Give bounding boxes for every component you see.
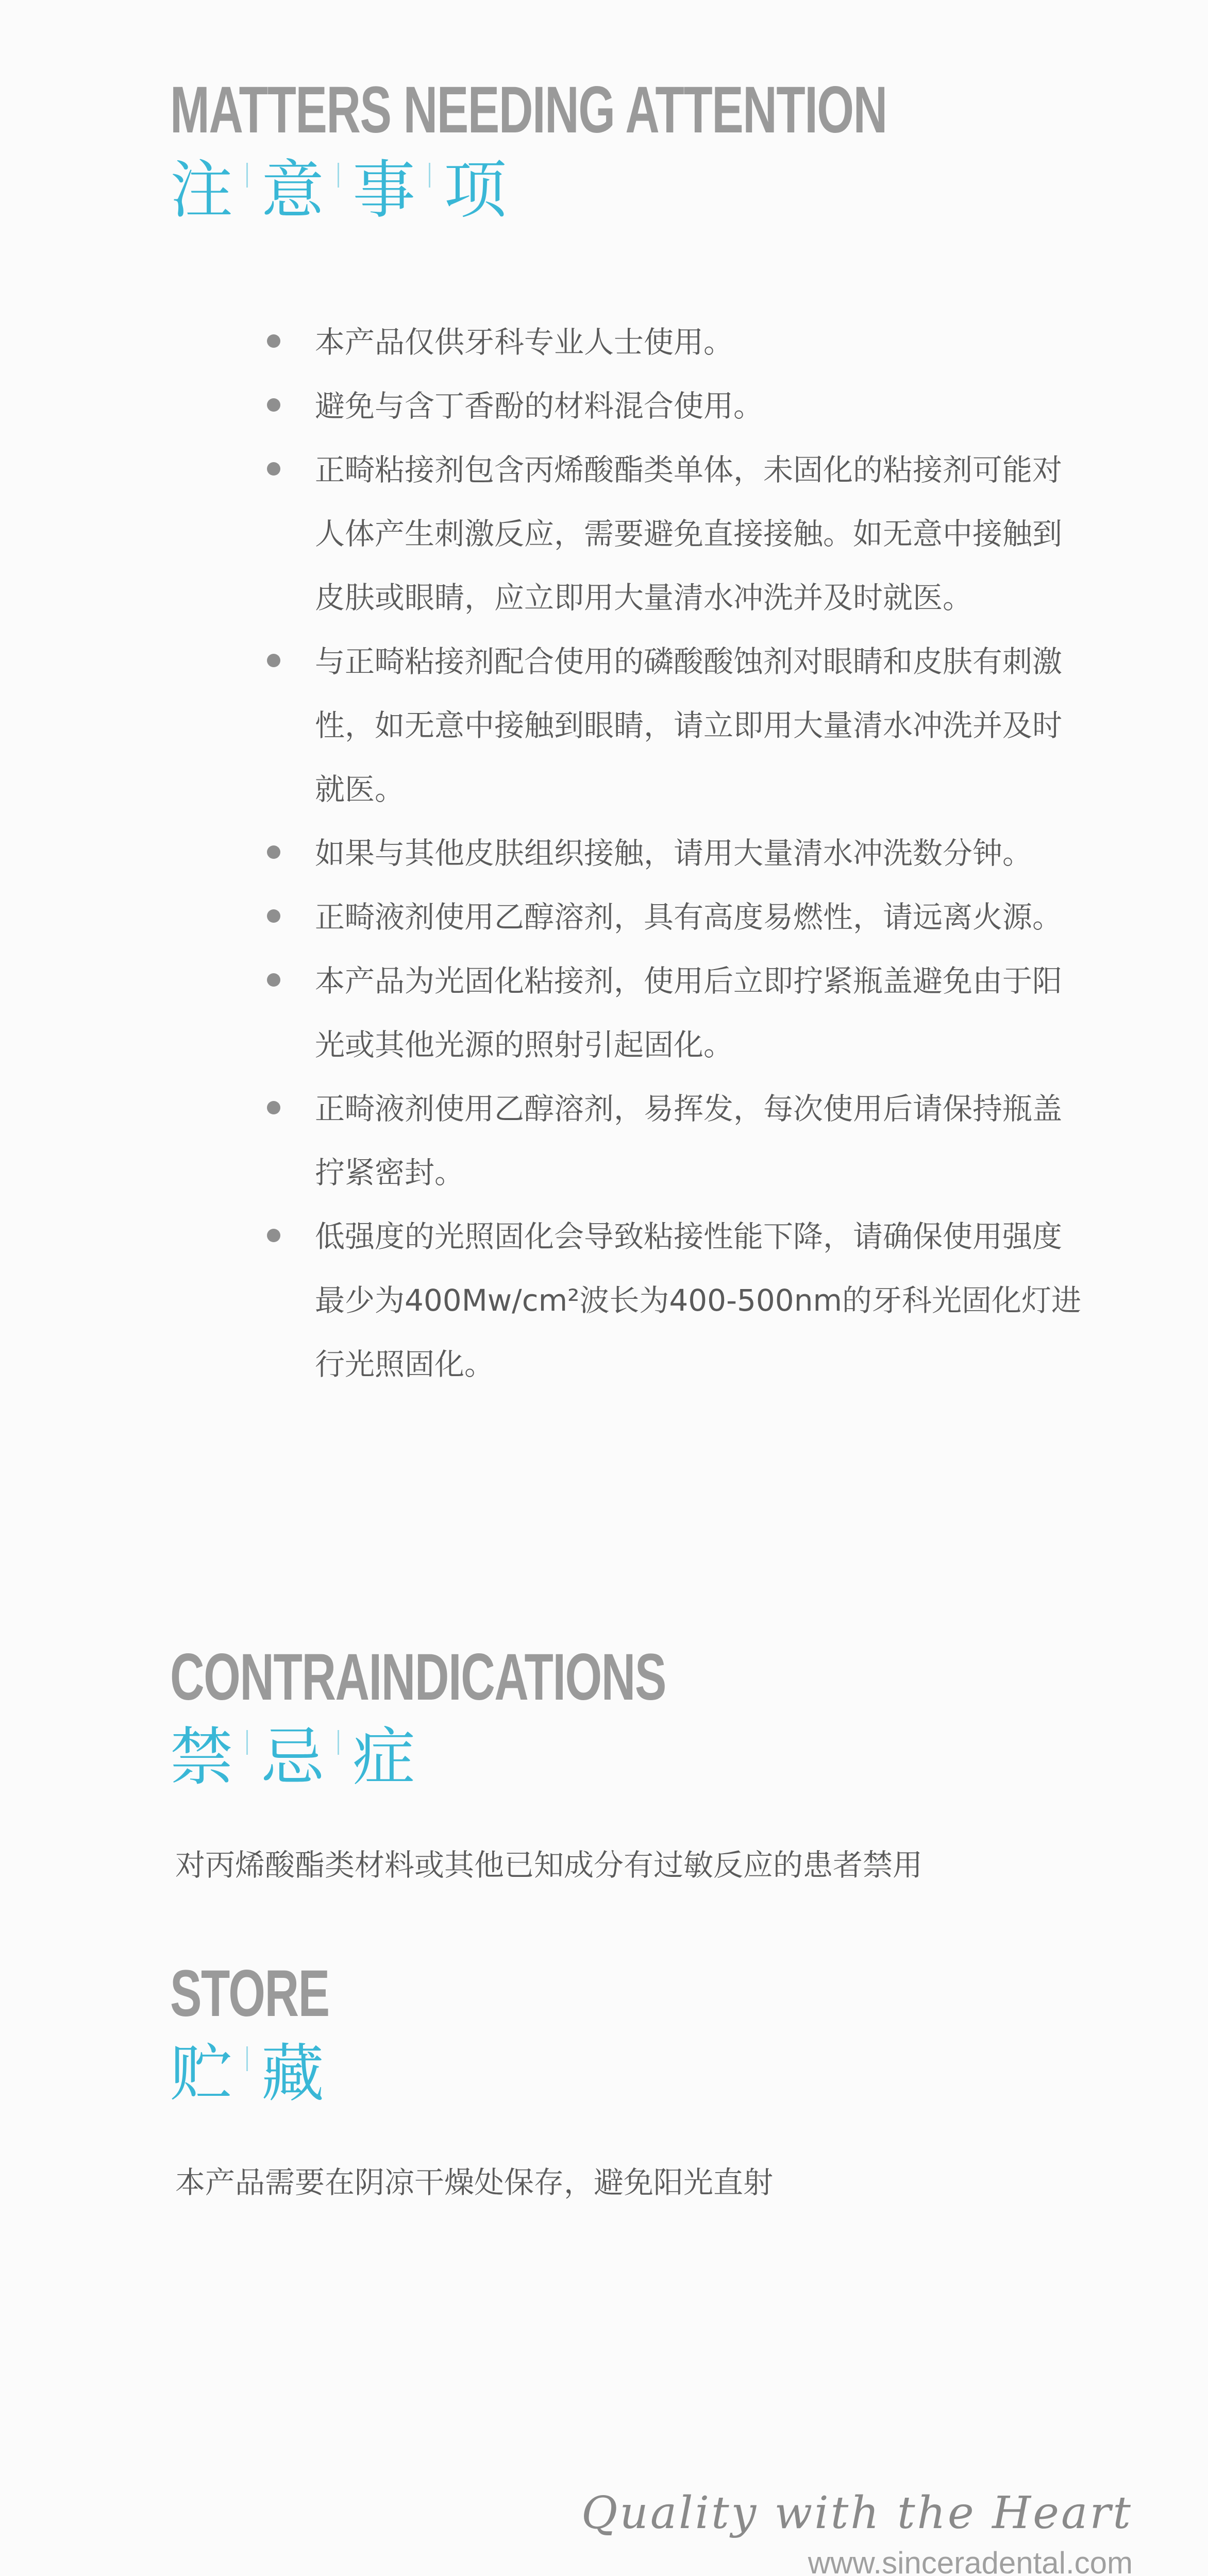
- list-item: 本产品仅供牙科专业人士使用。: [267, 310, 1088, 374]
- title-separator: [246, 163, 248, 188]
- title-separator: [338, 1730, 339, 1755]
- list-item: 本产品为光固化粘接剂，使用后立即拧紧瓶盖避免由于阳光或其他光源的照射引起固化。: [267, 949, 1088, 1077]
- title-separator: [246, 1730, 248, 1755]
- store-title-cn-char: 贮: [170, 2037, 233, 2110]
- attention-title-cn: [170, 154, 1166, 227]
- store-title-cn-char: 藏: [261, 2037, 324, 2110]
- list-item: 如果与其他皮肤组织接触，请用大量清水冲洗数分钟。: [267, 821, 1088, 885]
- list-item: 低强度的光照固化会导致粘接性能下降，请确保使用强度最少为400Mw/cm²波长为400-500nm的牙科光固化灯进行光照固化。: [267, 1205, 1088, 1396]
- store-title-en: STORE: [170, 1957, 329, 2030]
- list-item: 正畸液剂使用乙醇溶剂，具有高度易燃性，请远离火源。: [267, 885, 1088, 949]
- list-item: 正畸粘接剂包含丙烯酸酯类单体，未固化的粘接剂可能对人体产生刺激反应，需要避免直接接触。如无意中接触到皮肤或眼睛，应立即用大量清水冲洗并及时就医。: [267, 438, 1088, 630]
- title-separator: [338, 163, 339, 188]
- title-separator: [246, 2046, 248, 2071]
- contraindications-title-cn-char: 禁: [170, 1721, 233, 1794]
- contraindications-title-cn-char: 忌: [261, 1721, 324, 1794]
- attention-title-cn-char: 注: [170, 154, 233, 227]
- attention-title-cn-char: 意: [261, 154, 324, 227]
- list-item: 与正畸粘接剂配合使用的磷酸酸蚀剂对眼睛和皮肤有刺激性，如无意中接触到眼睛，请立即用大量清水冲洗并及时就医。: [267, 630, 1088, 821]
- attention-list: [267, 310, 1088, 1396]
- store-section: [170, 1957, 391, 2110]
- attention-section: [170, 73, 1166, 227]
- footer-slogan: Quality with the Heart: [581, 2487, 1133, 2539]
- title-separator: [429, 163, 430, 188]
- store-title-cn: [170, 2037, 391, 2110]
- store-text: 本产品需要在阴凉干燥处保存，避免阳光直射: [175, 2165, 774, 2200]
- list-item: 避免与含丁香酚的材料混合使用。: [267, 374, 1088, 438]
- list-item: 正畸液剂使用乙醇溶剂，易挥发，每次使用后请保持瓶盖拧紧密封。: [267, 1077, 1088, 1205]
- contraindications-title-en: CONTRAINDICATIONS: [170, 1640, 666, 1714]
- contraindications-text: 对丙烯酸酯类材料或其他已知成分有过敏反应的患者禁用: [175, 1848, 923, 1883]
- contraindications-title-cn: [170, 1721, 859, 1794]
- footer-url: www.sinceradental.com: [808, 2546, 1133, 2576]
- contraindications-title-cn-char: 症: [353, 1721, 415, 1794]
- attention-title-en: MATTERS NEEDING ATTENTION: [170, 73, 887, 147]
- contraindications-section: [170, 1640, 859, 1794]
- attention-title-cn-char: 事: [353, 154, 415, 227]
- attention-title-cn-char: 项: [444, 154, 507, 227]
